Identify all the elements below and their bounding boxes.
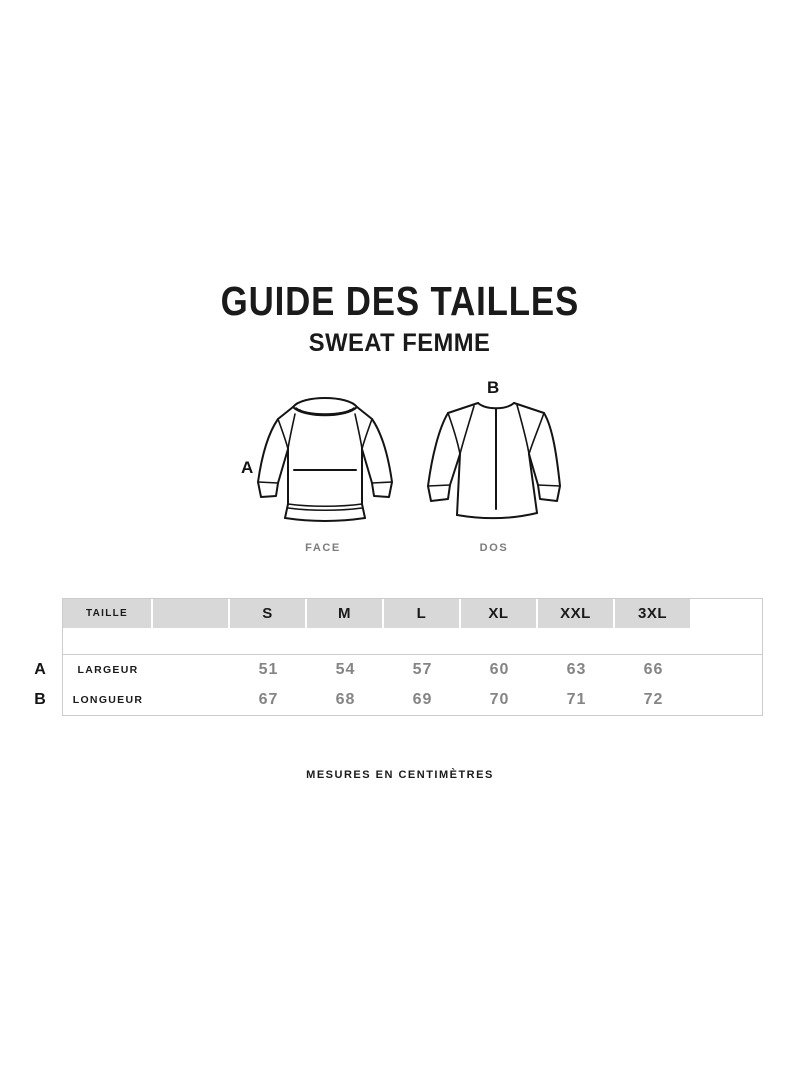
largeur-value-xxl: 63 (566, 661, 587, 678)
size-table-spacer-row (63, 628, 762, 655)
longueur-value-m: 68 (335, 691, 356, 708)
sweatshirt-front-diagram (250, 392, 396, 526)
front-hem-bottom (285, 518, 365, 521)
front-left-sleeve-inner (278, 449, 288, 483)
front-left-sleeve (258, 419, 278, 497)
page-title (0, 278, 800, 325)
header-cell-size-3xl: 3XL (615, 599, 692, 628)
front-right-shoulder (357, 407, 372, 419)
largeur-value-s: 51 (258, 661, 279, 678)
front-hem-top-1 (288, 504, 362, 506)
measure-marker-a: A (241, 458, 254, 477)
sweatshirt-back-diagram (424, 392, 564, 532)
size-table-header-row (63, 599, 762, 628)
back-right-seam-inner (517, 405, 529, 454)
back-neck (478, 403, 514, 408)
back-left-cuff-line (428, 485, 450, 486)
longueur-value-3xl: 72 (643, 691, 664, 708)
back-right-side (529, 454, 537, 513)
front-right-sleeve (372, 419, 392, 497)
header-cell-size-s: S (230, 599, 307, 628)
front-hem-top-2 (288, 508, 362, 510)
front-collar (293, 398, 357, 415)
longueur-value-l: 69 (412, 691, 433, 708)
header-cell-size-xxl: XXL (538, 599, 615, 628)
header-cell-empty (153, 599, 230, 628)
size-table (62, 598, 763, 716)
measure-marker-b: B (487, 378, 500, 397)
table-row-largeur (63, 655, 762, 685)
front-right-seam-inner (355, 414, 362, 449)
table-row-marker-b: B (34, 691, 46, 708)
page-subtitle-text: SWEAT FEMME (309, 329, 491, 357)
front-left-seam-inner (288, 414, 295, 449)
front-right-cuff-line (372, 482, 392, 483)
row-label-longueur: LONGUEUR (72, 694, 144, 706)
front-right-sleeve-inner (362, 449, 372, 483)
front-left-shoulder (278, 407, 293, 419)
front-left-seam-outer (278, 419, 288, 449)
front-left-cuff-line (258, 482, 278, 483)
back-view-label: DOS (479, 542, 509, 554)
page-title-text: GUIDE DES TAILLES (220, 278, 580, 324)
table-row-marker-a: A (34, 661, 46, 678)
front-hem-left (285, 504, 288, 518)
back-hem-bottom (457, 513, 537, 518)
back-left-seam-inner (460, 406, 474, 454)
front-right-seam-outer (362, 419, 372, 449)
largeur-value-3xl: 66 (643, 661, 664, 678)
front-view-label: FACE (305, 542, 341, 554)
table-row-longueur (63, 685, 762, 715)
header-cell-size-l: L (384, 599, 461, 628)
back-right-sleeve (538, 413, 560, 501)
largeur-value-l: 57 (412, 661, 433, 678)
longueur-value-xxl: 71 (566, 691, 587, 708)
header-cell-size-xl: XL (461, 599, 538, 628)
front-hem-right (362, 504, 365, 518)
largeur-value-m: 54 (335, 661, 356, 678)
back-left-sleeve (428, 413, 450, 501)
largeur-value-xl: 60 (489, 661, 510, 678)
row-label-largeur: LARGEUR (77, 664, 139, 676)
unit-note (0, 765, 800, 783)
back-right-cuff-line (538, 485, 560, 486)
header-cell-filler (692, 599, 762, 628)
back-right-seam-outer (529, 413, 544, 454)
back-left-seam-outer (448, 413, 460, 454)
header-cell-size-m: M (307, 599, 384, 628)
longueur-value-xl: 70 (489, 691, 510, 708)
unit-note-text: MESURES EN CENTIMÈTRES (306, 769, 494, 781)
header-cell-taille: TAILLE (63, 599, 153, 628)
page-subtitle (0, 329, 800, 358)
longueur-value-s: 67 (258, 691, 279, 708)
